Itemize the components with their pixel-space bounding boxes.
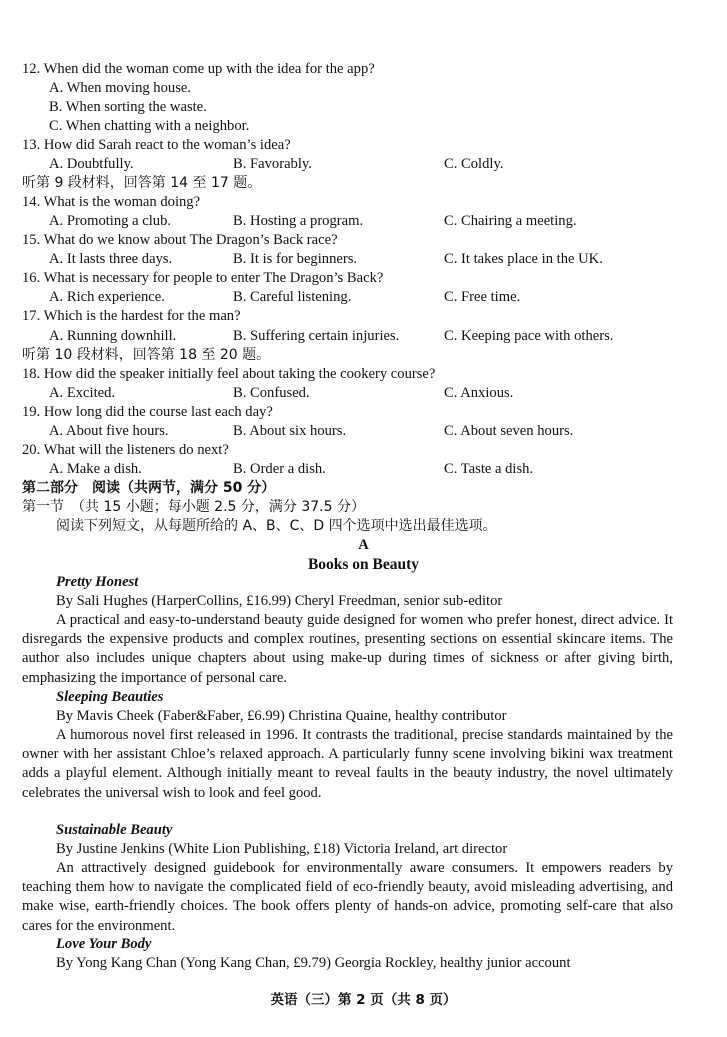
book-title-pretty-honest: Pretty Honest (56, 574, 139, 590)
question-18-option-b: B. Confused. (233, 385, 310, 401)
page-footer: 英语（三）第 2 页（共 8 页） (270, 992, 457, 1008)
question-20-stem: 20. What will the listeners do next? (22, 442, 229, 458)
book-title-sleeping-beauties: Sleeping Beauties (56, 689, 164, 705)
book-review-sustainable-beauty: An attractively designed guidebook for environmentally aware consumers. It empowers readers by teaching them how to navigate the complicated field of eco-friendly beauty, avoid misleading advertising, and make wise, earth-friendly choices. The book offers plenty of hands-on advice, promoting self-care that also cares for the environment. (22, 860, 673, 934)
question-13-option-c: C. Coldly. (444, 156, 504, 172)
question-16-option-b: B. Careful listening. (233, 289, 352, 305)
book-byline-pretty-honest: By Sali Hughes (HarperCollins, £16.99) Cheryl Freedman, senior sub-editor (56, 593, 503, 609)
part-2-heading: 第二部分 阅读（共两节，满分 50 分） (22, 480, 276, 496)
question-19-option-b: B. About six hours. (233, 423, 347, 439)
question-15-option-a: A. It lasts three days. (49, 251, 173, 267)
question-14-option-c: C. Chairing a meeting. (444, 213, 577, 229)
question-20-option-a: A. Make a dish. (49, 461, 142, 477)
question-12-option-b: B. When sorting the waste. (49, 99, 207, 115)
question-12-option-a: A. When moving house. (49, 80, 192, 96)
question-12-stem: 12. When did the woman come up with the idea for the app? (22, 61, 375, 77)
question-17-stem: 17. Which is the hardest for the man? (22, 308, 241, 324)
question-19-option-c: C. About seven hours. (444, 423, 574, 439)
book-byline-love-your-body: By Yong Kang Chan (Yong Kang Chan, £9.79) Georgia Rockley, healthy junior account (56, 955, 571, 971)
question-16-stem: 16. What is necessary for people to enter The Dragon’s Back? (22, 270, 384, 286)
question-18-option-c: C. Anxious. (444, 385, 514, 401)
question-19-stem: 19. How long did the course last each day? (22, 404, 273, 420)
question-20-option-b: B. Order a dish. (233, 461, 326, 477)
question-13-option-b: B. Favorably. (233, 156, 312, 172)
book-title-love-your-body: Love Your Body (56, 936, 152, 952)
book-title-sustainable-beauty: Sustainable Beauty (56, 822, 173, 838)
reading-directions: 阅读下列短文，从每题所给的 A、B、C、D 四个选项中选出最佳选项。 (56, 518, 497, 534)
question-17-option-c: C. Keeping pace with others. (444, 328, 614, 344)
question-16-option-a: A. Rich experience. (49, 289, 165, 305)
question-13-option-a: A. Doubtfully. (49, 156, 134, 172)
question-17-option-a: A. Running downhill. (49, 328, 177, 344)
question-16-option-c: C. Free time. (444, 289, 521, 305)
question-14-stem: 14. What is the woman doing? (22, 194, 201, 210)
question-17-option-b: B. Suffering certain injuries. (233, 328, 400, 344)
question-18-option-a: A. Excited. (49, 385, 116, 401)
question-14-option-b: B. Hosting a program. (233, 213, 364, 229)
question-19-option-a: A. About five hours. (49, 423, 169, 439)
instruction-segment-9: 听第 9 段材料，回答第 14 至 17 题。 (22, 175, 262, 191)
passage-title: Books on Beauty (307, 556, 420, 573)
section-1-heading: 第一节 （共 15 小题；每小题 2.5 分，满分 37.5 分） (22, 499, 365, 515)
question-15-option-b: B. It is for beginners. (233, 251, 358, 267)
question-15-option-c: C. It takes place in the UK. (444, 251, 603, 267)
book-byline-sleeping-beauties: By Mavis Cheek (Faber&Faber, £6.99) Christina Quaine, healthy contributor (56, 708, 507, 724)
book-review-sleeping-beauties: A humorous novel first released in 1996. It contrasts the traditional, precise standards maintained by the owner with her assistant Chloe’s relaxed approach. A particularly funny scene involving bikini wax treatment adds a playful element. Although initially meant to reveal faults in the beauty industry, the novel ultimately celebrates the universal wish to look and feel good. (22, 727, 673, 801)
book-byline-sustainable-beauty: By Justine Jenkins (White Lion Publishing, £18) Victoria Ireland, art director (56, 841, 508, 857)
question-20-option-c: C. Taste a dish. (444, 461, 534, 477)
question-12-option-c: C. When chatting with a neighbor. (49, 118, 250, 134)
book-review-pretty-honest: A practical and easy-to-understand beauty guide designed for women who prefer honest, direct advice. It disregards the expensive products and complex routines, presenting sections on essential skincare items. The author also includes unique chapters about using make-up during times of sickness or after giving birth, emphasizing the importance of personal care. (22, 612, 673, 686)
question-14-option-a: A. Promoting a club. (49, 213, 172, 229)
question-13-stem: 13. How did Sarah react to the woman’s idea? (22, 137, 291, 153)
question-18-stem: 18. How did the speaker initially feel about taking the cookery course? (22, 366, 436, 382)
instruction-segment-10: 听第 10 段材料，回答第 18 至 20 题。 (22, 347, 271, 363)
passage-letter: A (358, 537, 369, 553)
question-15-stem: 15. What do we know about The Dragon’s Back race? (22, 232, 338, 248)
